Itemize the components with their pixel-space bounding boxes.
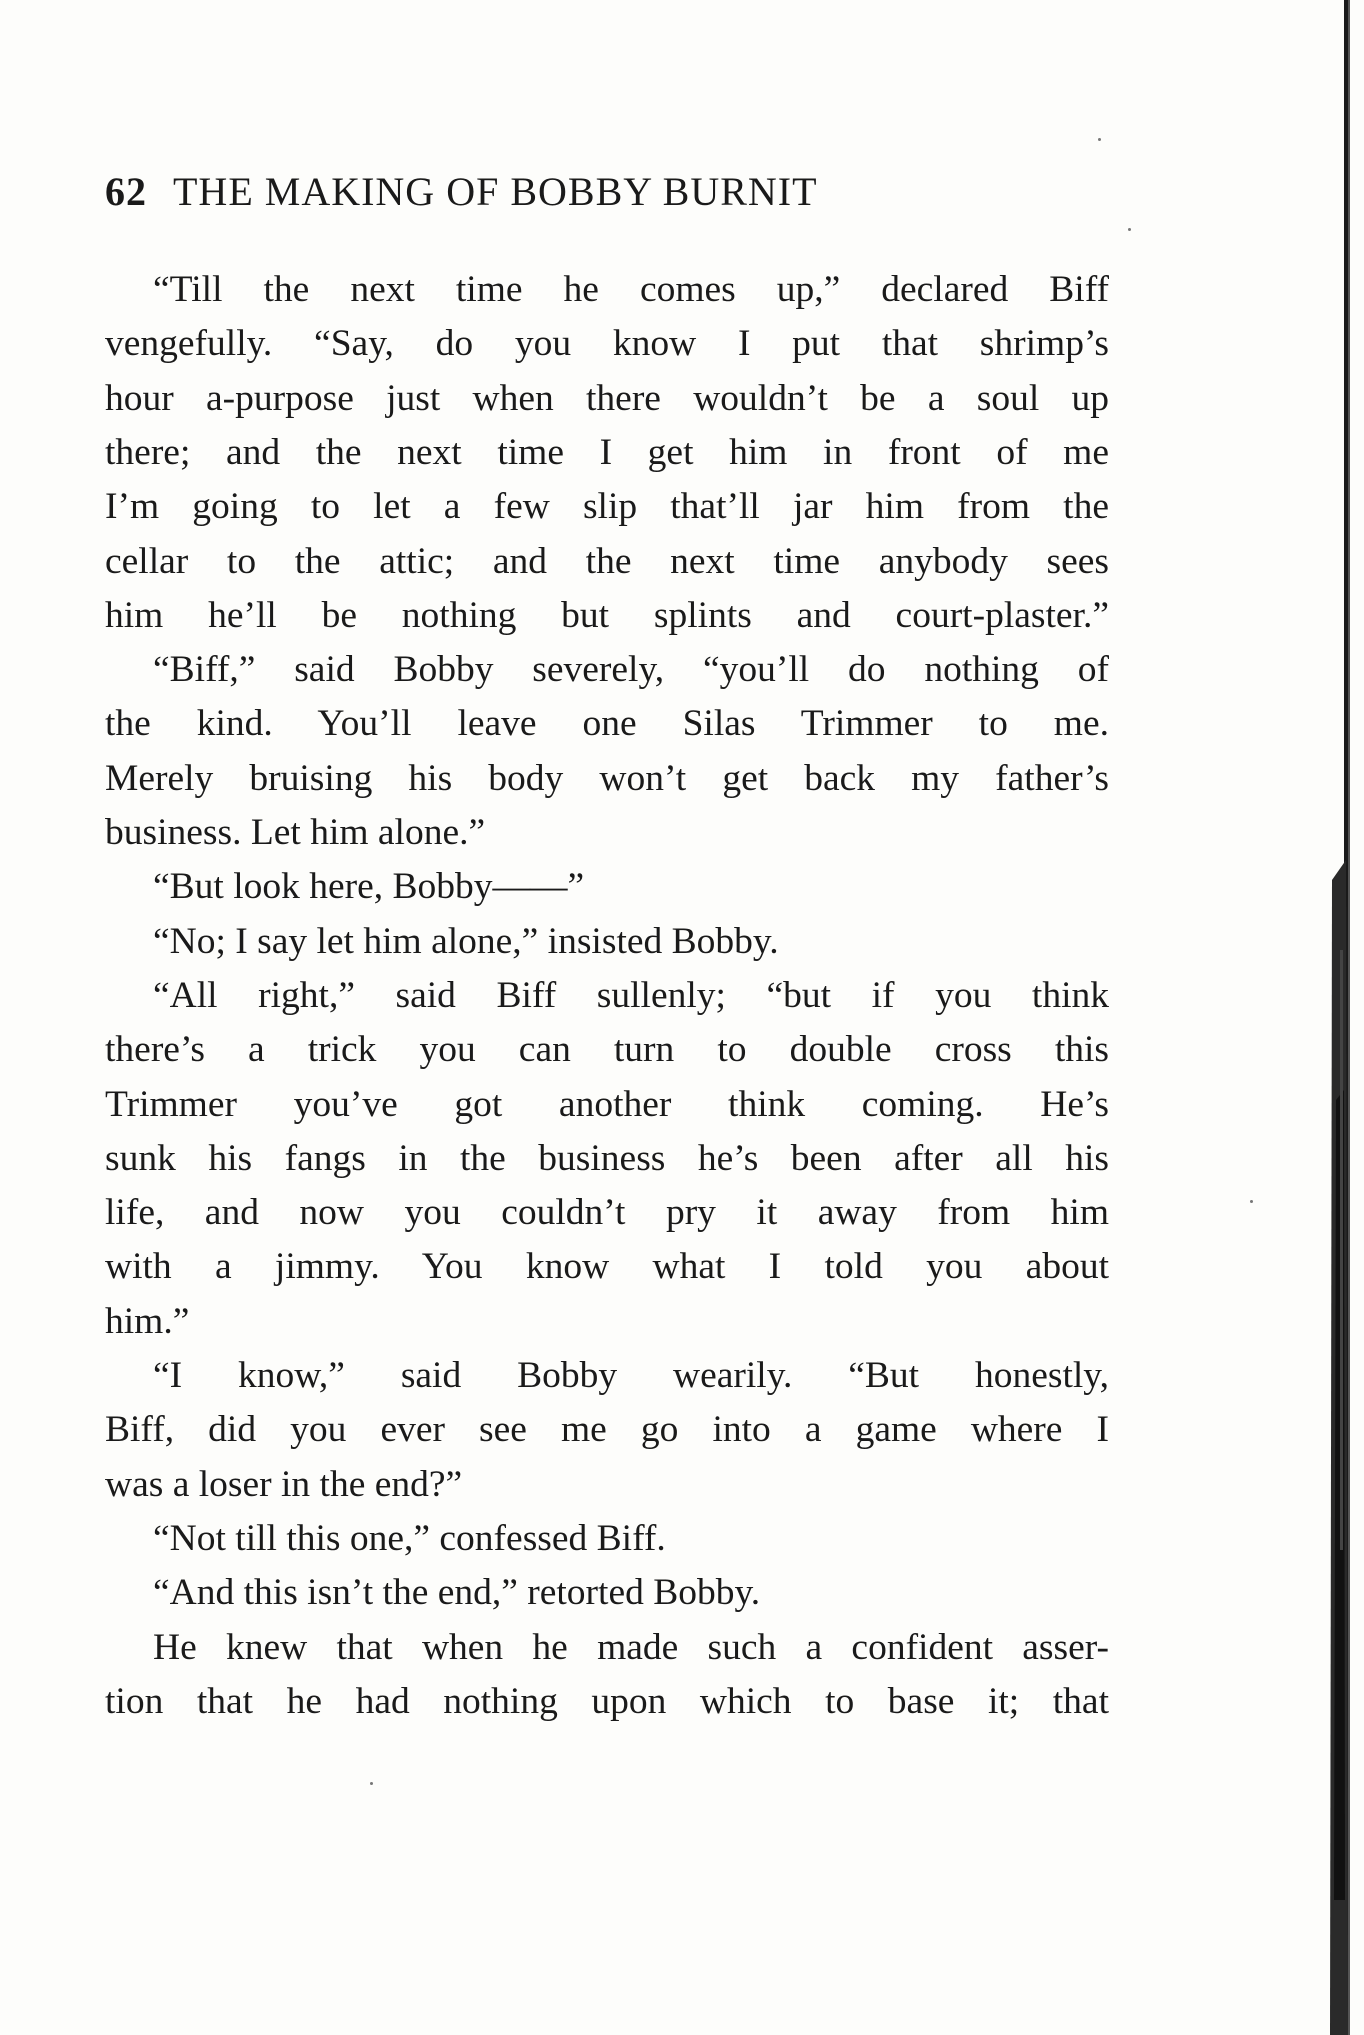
text-line: cellar to the attic; and the next time anybody sees: [105, 540, 1109, 582]
text-line: “No; I say let him alone,” insisted Bobby.: [153, 920, 779, 962]
text-line: vengefully. “Say, do you know I put that shrimp’s: [105, 323, 1109, 365]
text-line: “All right,” said Biff sullenly; “but if you think: [153, 974, 1109, 1016]
text-line: life, and now you couldn’t pry it away from him: [105, 1192, 1109, 1234]
text-line: there; and the next time I get him in front of me: [105, 431, 1109, 473]
text-line: Merely bruising his body won’t get back my father’s: [105, 757, 1109, 799]
text-line: “Biff,” said Bobby severely, “you’ll do nothing of: [153, 649, 1109, 691]
paper-speck: [370, 1782, 373, 1785]
text-line: sunk his fangs in the business he’s been after all his: [105, 1137, 1109, 1179]
text-line: the kind. You’ll leave one Silas Trimmer to me.: [105, 703, 1109, 745]
text-line: was a loser in the end?”: [105, 1463, 463, 1505]
paper-speck: [1128, 228, 1131, 231]
text-line: him he’ll be nothing but splints and court-plaster.”: [105, 594, 1109, 636]
running-header: [105, 168, 1005, 228]
text-line: Biff, did you ever see me go into a game where I: [105, 1409, 1109, 1451]
text-line: “And this isn’t the end,” retorted Bobby.: [153, 1572, 761, 1614]
text-line: I’m going to let a few slip that’ll jar him from the: [105, 486, 1109, 528]
text-line: “Not till this one,” confessed Biff.: [153, 1517, 666, 1559]
text-line: hour a-purpose just when there wouldn’t be a soul up: [105, 377, 1109, 419]
paper-speck: [1098, 138, 1101, 141]
text-line: business. Let him alone.”: [105, 812, 486, 853]
text-line: He knew that when he made such a confident asser-: [153, 1626, 1109, 1668]
text-line: with a jimmy. You know what I told you about: [105, 1246, 1109, 1288]
text-line: “Till the next time he comes up,” declared Biff: [153, 269, 1109, 310]
text-line: tion that he had nothing upon which to base it; that: [105, 1680, 1109, 1722]
text-line: him.”: [105, 1300, 190, 1342]
paper-speck: [1250, 1200, 1253, 1203]
page-number: 62: [105, 169, 147, 214]
text-line: “I know,” said Bobby wearily. “But honestly,: [153, 1355, 1109, 1396]
running-title: THE MAKING OF BOBBY BURNIT: [173, 169, 818, 214]
text-line: there’s a trick you can turn to double cross this: [105, 1029, 1109, 1071]
text-line: Trimmer you’ve got another think coming. He’s: [105, 1083, 1109, 1125]
text-line: “But look here, Bobby——”: [153, 866, 585, 908]
binding-edge-shadow: [1304, 0, 1364, 2035]
